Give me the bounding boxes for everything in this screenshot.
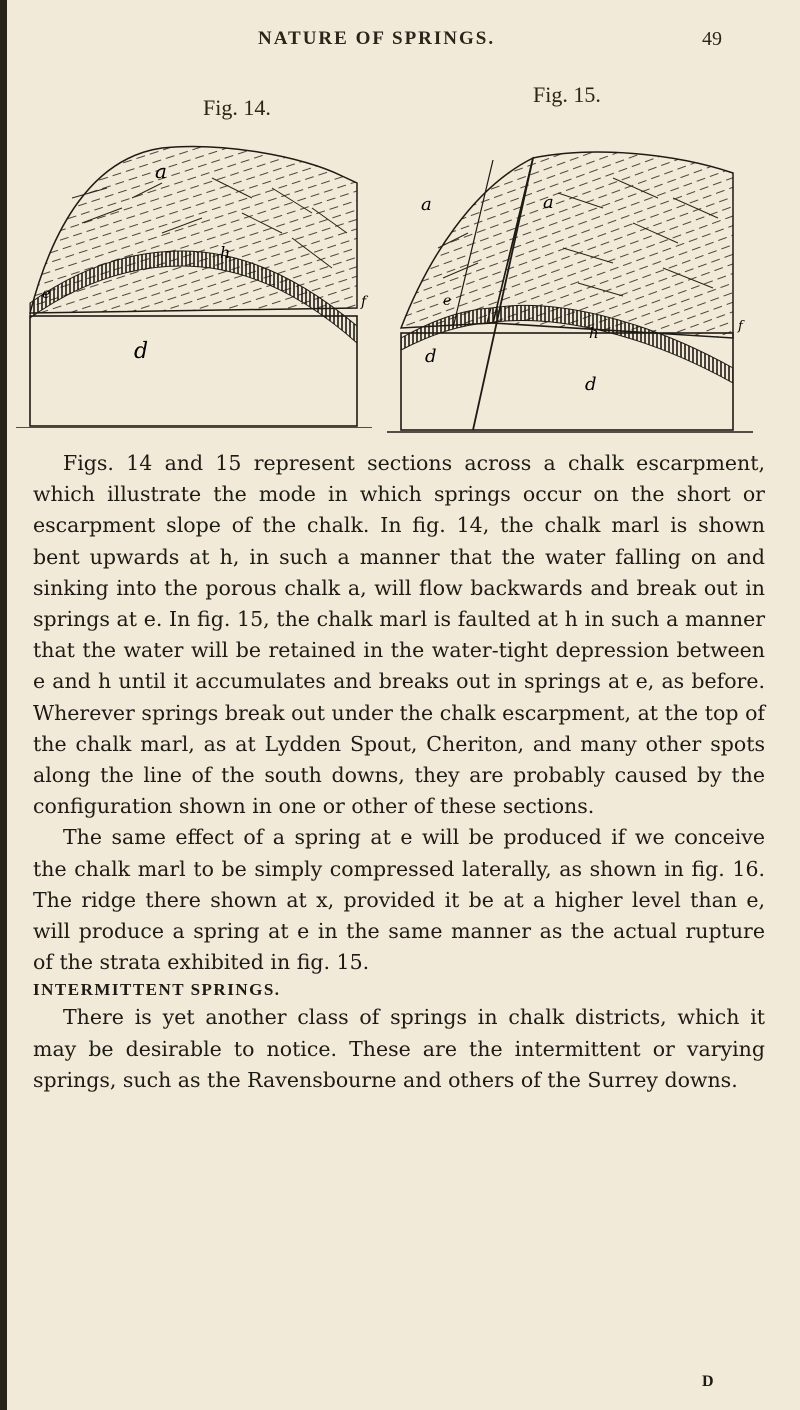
label-a: a <box>155 159 167 183</box>
label-e: e <box>443 293 452 309</box>
section-heading: INTERMITTENT SPRINGS. <box>33 980 281 1000</box>
label-h: h <box>589 324 599 342</box>
figure-14-diagram <box>12 138 374 428</box>
strata-frame <box>30 316 357 426</box>
figure-14-label: Fig. 14. <box>203 95 271 120</box>
label-h: h <box>220 243 231 262</box>
label-f: f <box>361 294 367 310</box>
label-e: e <box>42 286 51 302</box>
label-d-right: d <box>585 374 597 395</box>
body-text <box>33 448 765 1096</box>
paragraph-3: There is yet another class of springs in chalk districts, which it may be desirable to notice. These are the intermittent or varying springs, such as the Ravensbourne and others of the Surrey downs. <box>33 1005 765 1092</box>
running-head: NATURE OF SPRINGS. <box>258 28 496 49</box>
page-number: 49 <box>702 28 722 50</box>
label-f: f <box>738 319 743 334</box>
label-d-left: d <box>425 346 437 367</box>
page-edge-shadow <box>0 0 7 1410</box>
figure-15-diagram <box>383 138 755 433</box>
paragraph-2: The same effect of a spring at e will be produced if we conceive the chalk marl to be simply compressed laterally, as shown in fig. 16. The ridge there shown at x, provided it be at a higher level than e, will produce a spring at e in the same manner as the actual rupture of the strata exhibited in fig. 15. <box>33 825 765 975</box>
label-a-left: a <box>421 194 432 215</box>
figure-15-label: Fig. 15. <box>533 82 601 107</box>
label-d: d <box>134 339 149 364</box>
label-a-right: a <box>543 192 554 213</box>
signature-mark: D <box>702 1373 714 1390</box>
paragraph-1: Figs. 14 and 15 represent sections across a chalk escarpment, which illustrate the mode in which springs occur on the short or escarpment slope of the chalk. In fig. 14, the chalk marl is shown bent upwards at h, in such a manner that the water falling on and sinking into the porous chalk a, will flow backwards and break out in springs at e. In fig. 15, the chalk marl is faulted at h in such a manner that the water will be retained in the water-tight depression between e and h until it accumulates and breaks out in springs at e, as before. Wherever springs break out under the chalk escarpment, at the top of the chalk marl, as at Lydden Spout, Cheriton, and many other spots along the line of the south downs, they are probably caused by the configuration shown in one or other of these sections. <box>33 451 765 819</box>
